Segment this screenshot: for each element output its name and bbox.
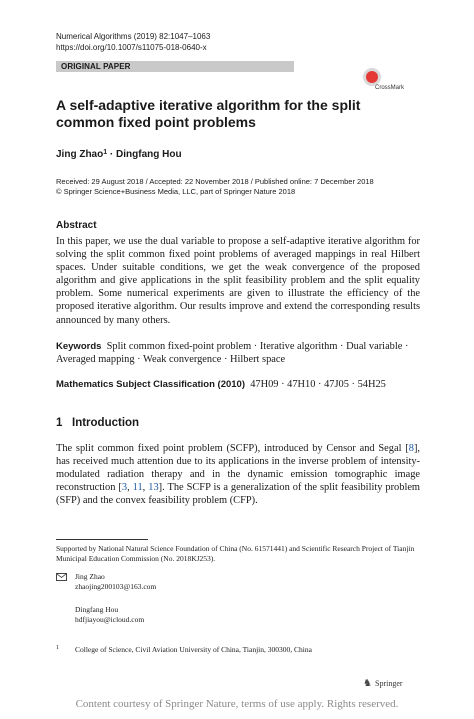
abstract-heading: Abstract	[56, 220, 97, 231]
springer-horse-icon: ♞	[363, 678, 372, 689]
publisher-name: Springer	[375, 679, 403, 688]
intro-text: ]. The SCFP is a generalization of the split feasibility problem (SFP) and the convex feasibility problem (CFP).	[56, 482, 421, 507]
citation-link[interactable]: 3	[121, 482, 128, 494]
publication-dates: Received: 29 August 2018 / Accepted: 22 November 2018 / Published online: 7 December 2018	[56, 177, 374, 186]
article-type-band	[56, 61, 294, 72]
paper-title: A self-adaptive iterative algorithm for the split common fixed point problems	[56, 97, 361, 130]
section-heading	[56, 416, 139, 430]
corresponding-author	[75, 572, 156, 592]
co-author-contact	[75, 605, 144, 625]
msc-label: Mathematics Subject Classification (2010)	[56, 379, 246, 390]
author-name[interactable]: Jing Zhao	[56, 149, 104, 160]
keywords-label: Keywords	[56, 341, 102, 352]
copyright-notice: © Springer Science+Business Media, LLC, part of Springer Nature 2018	[56, 187, 296, 196]
envelope-icon	[56, 573, 67, 581]
springer-logo	[363, 678, 423, 690]
msc-classification	[56, 378, 420, 391]
citation-link[interactable]: 11	[132, 482, 143, 494]
abstract-text: In this paper, we use the dual variable to propose a self-adaptive iterative algorithm for solving the split common fixed point problems of averaged mappings in real Hilbert spaces. Under suitable conditions, we get the weak convergence of the proposed algorithm and give applications in the split feasibility problem and the split equality problem. Some numerical experiments are given to illustrate the efficiency of the proposed iterative algorithm. Our results improve and extend the corresponding results announced by many others.	[56, 236, 420, 326]
footnote-divider	[56, 539, 148, 540]
article-type-label: ORIGINAL PAPER	[61, 62, 131, 71]
section-number: 1	[56, 417, 63, 429]
courtesy-notice: Content courtesy of Springer Nature, terms of use apply. Rights reserved.	[75, 698, 399, 710]
contact-email[interactable]: zhaojing200103@163.com	[75, 582, 157, 591]
affiliation-number: 1	[56, 645, 59, 651]
citation-link[interactable]: 13	[148, 482, 159, 494]
author-name[interactable]: · Dingfang Hou	[107, 149, 182, 160]
intro-text: ,	[142, 482, 149, 494]
msc-codes: 47H09 · 47H10 · 47J05 · 54H25	[250, 379, 386, 390]
contact-name: Dingfang Hou	[75, 605, 119, 614]
section-title: Introduction	[72, 417, 140, 429]
intro-text: The split common fixed point problem (SCFP), introduced by Censor and Segal [	[56, 443, 409, 454]
funding-note: Supported by National Natural Science Foundation of China (No. 61571441) and Scientific Research Project of Tianjin Municipal Education Commission (No. 2018KJ253).	[56, 544, 415, 563]
crossmark-badge[interactable]	[357, 68, 423, 94]
keywords	[56, 340, 420, 366]
crossmark-label: CrossMark	[375, 85, 405, 91]
introduction-paragraph	[56, 442, 420, 507]
intro-text: ], has received much attention due to its applications in the inverse problem of intensity-modulated radiation therapy and in the dynamic emission tomographic image reconstruction [	[56, 443, 420, 494]
author-line	[56, 148, 182, 161]
intro-text: ,	[127, 482, 133, 494]
citation-link[interactable]: 8	[408, 443, 414, 454]
doi-link[interactable]: https://doi.org/10.1007/s11075-018-0640-x	[56, 43, 207, 52]
affiliation-text: College of Science, Civil Aviation University of China, Tianjin, 300300, China	[75, 645, 312, 654]
journal-citation: Numerical Algorithms (2019) 82:1047–1063	[56, 32, 211, 41]
contact-email[interactable]: hdfjiayou@icloud.com	[75, 615, 145, 624]
affiliation-marker: 1	[103, 149, 108, 156]
keywords-text: Split common fixed-point problem · Iterative algorithm · Dual variable · Averaged mapping · Weak convergence · Hilbert space	[56, 341, 409, 366]
contact-name: Jing Zhao	[75, 572, 105, 581]
